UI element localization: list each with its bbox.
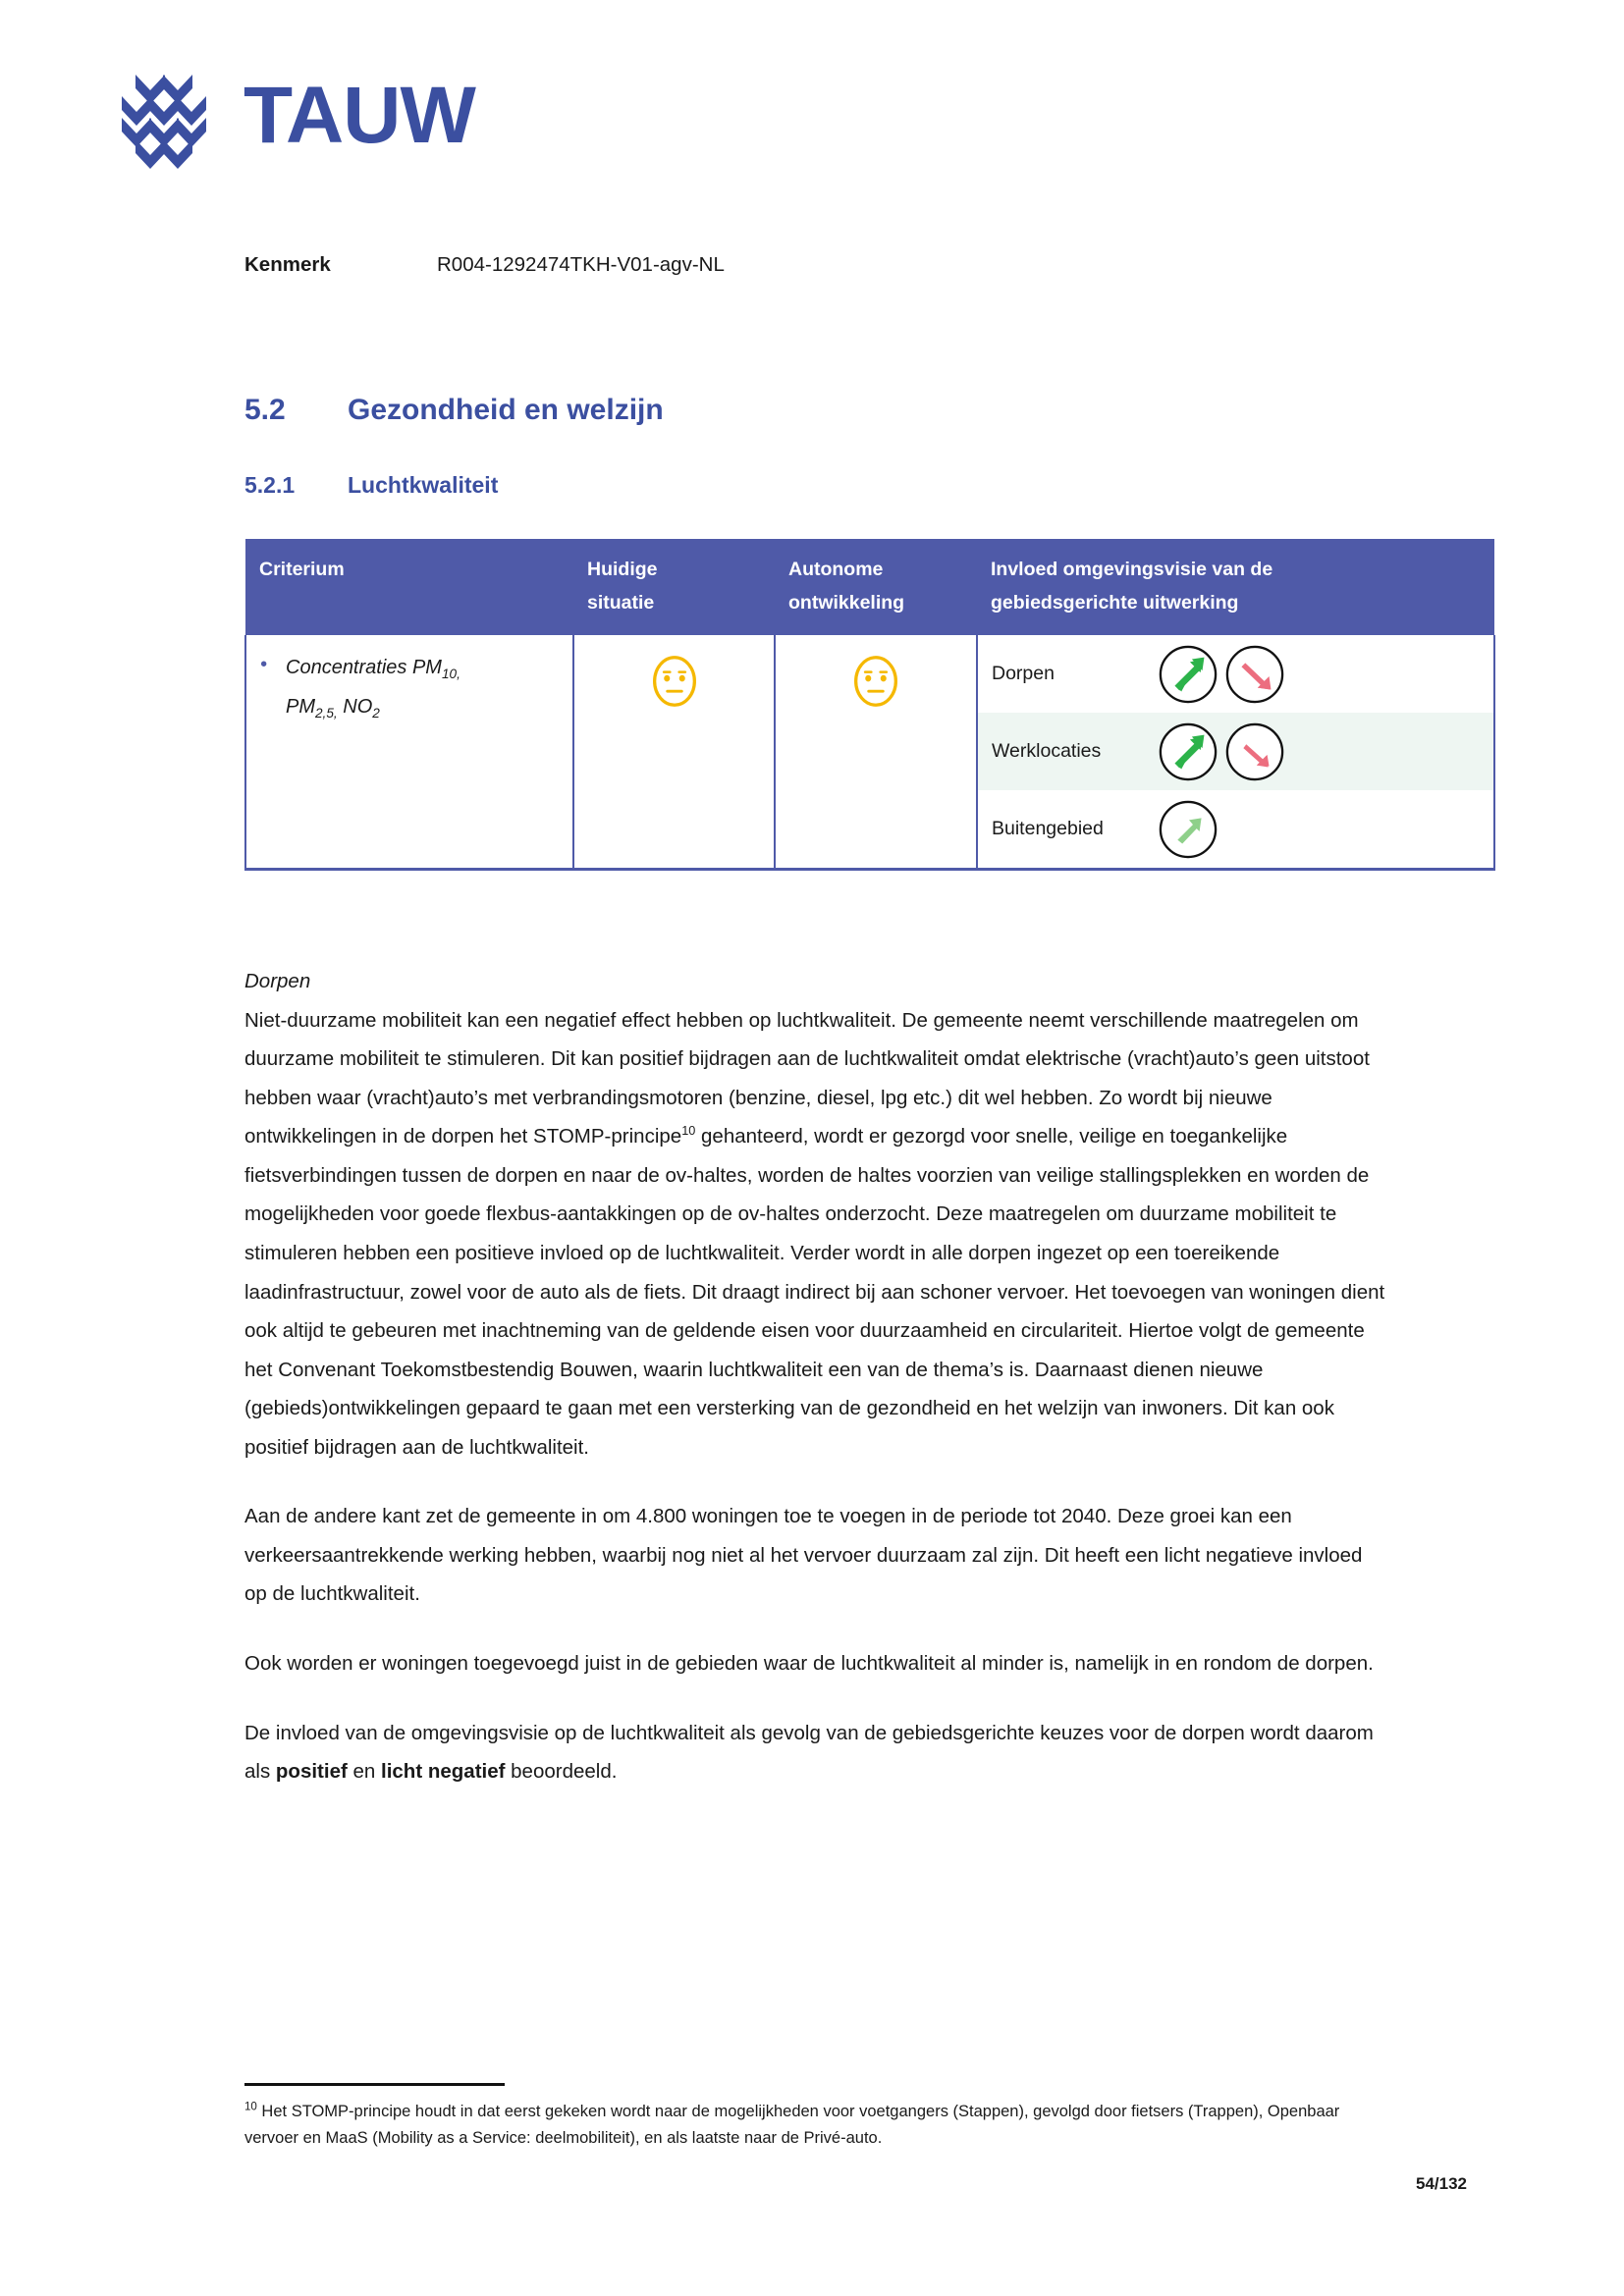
- paragraph-4-text-a: De invloed van de omgevingsvisie op de luchtkwaliteit als gevolg van de gebiedsgerichte keuzes voor de dorpen wordt daarom als: [244, 1721, 1374, 1784]
- subsection-heading: [244, 472, 498, 500]
- arrow-up-right-green-icon: [1158, 721, 1218, 782]
- column-header-huidige-situatie: [573, 539, 775, 635]
- paragraph-4-bold-positief: positief: [275, 1760, 348, 1784]
- column-header-invloed-omgevingsvisie: [977, 539, 1494, 635]
- column-header-criterium: [245, 539, 573, 635]
- table-row: [245, 635, 1494, 870]
- huidige-situatie-cell: [573, 635, 775, 870]
- footnote-marker: 10: [244, 2101, 257, 2113]
- kenmerk-value: R004-1292474TKH-V01-agv-NL: [437, 253, 725, 276]
- paragraph-3: Ook worden er woningen toegevoegd juist in de gebieden waar de luchtkwaliteit al minder is, namelijk in en rondom de dorpen.: [244, 1652, 1374, 1675]
- column-header-autonome-ontwikkeling: [775, 539, 977, 635]
- column-header-line1: Huidige: [587, 559, 658, 580]
- arrow-up-right-light-green-icon: [1158, 799, 1218, 860]
- section-number: 5.2: [244, 394, 286, 426]
- area-row-dorpen: [978, 635, 1493, 713]
- table-header-row: [245, 539, 1494, 635]
- tauw-chevron-lattice-logo-icon: [106, 67, 222, 170]
- footnote-text: Het STOMP-principe houdt in dat eerst gekeken wordt naar de mogelijkheden voor voetgangers (Stappen), gevolgd door fietsers (Trappen), Openbaar vervoer en MaaS (Mobility as a Service: deelmobiliteit), en als laatste naar de Privé-auto.: [244, 2103, 1340, 2147]
- paragraph-4-bold-licht-negatief: licht negatief: [381, 1760, 506, 1784]
- bullet-icon: •: [260, 654, 268, 676]
- paragraph-2: Aan de andere kant zet de gemeente in om 4.800 woningen toe te voegen in de periode tot 2040. Deze groei kan een verkeersaantrekkende werking hebben, waarbij nog niet al het vervoer duurzaam zal zijn. Dit heeft een licht negatieve invloed op de luchtkwaliteit.: [244, 1505, 1363, 1606]
- icon-row: [1154, 644, 1493, 705]
- column-header-line2: situatie: [587, 592, 655, 614]
- logo-wordmark: TAUW: [244, 70, 475, 160]
- area-icons-werklocaties: [1154, 713, 1493, 790]
- icon-row: [1154, 721, 1493, 782]
- paragraph-4: [244, 1714, 1388, 1791]
- paragraph-4-text-b: en: [347, 1760, 382, 1784]
- area-row-buitengebied: [978, 790, 1493, 868]
- neutral-face-icon: [845, 651, 906, 712]
- section-heading: [244, 393, 664, 428]
- column-header-line1: Autonome: [788, 559, 884, 580]
- criterion-text: [286, 649, 460, 726]
- area-row-werklocaties: [978, 713, 1493, 790]
- criterion-list-item: [260, 649, 563, 726]
- table-body: [245, 635, 1494, 870]
- kenmerk-label: Kenmerk: [244, 253, 331, 276]
- paragraph-subheading-dorpen: Dorpen: [244, 970, 311, 992]
- criterion-text-no: NO: [337, 695, 373, 718]
- subsection-number: 5.2.1: [244, 472, 296, 498]
- criterion-sub-2: 2: [372, 705, 380, 721]
- criterion-text-pm: Concentraties PM: [286, 657, 442, 679]
- column-header-line1: Invloed omgevingsvisie van de: [991, 559, 1273, 580]
- arrow-up-right-green-icon: [1158, 644, 1218, 705]
- criterion-sub-10: 10,: [441, 667, 460, 682]
- area-label-werklocaties: Werklocaties: [978, 713, 1154, 790]
- area-icons-dorpen: [1154, 635, 1493, 713]
- paragraph-1: [244, 1001, 1388, 1468]
- column-header-line1: Criterium: [259, 559, 345, 580]
- arrow-down-right-red-icon: [1224, 721, 1285, 782]
- footnote-reference-10: 10: [681, 1123, 696, 1139]
- paragraph-1-text-a: Niet-duurzame mobiliteit kan een negatief effect hebben op luchtkwaliteit. De gemeente neemt verschillende maatregelen om duurzame mobiliteit te stimuleren. Dit kan positief bijdragen aan de luchtkwaliteit omdat elektrische (vracht)auto’s geen uitstoot hebben waar (vracht)auto’s met verbrandingsmotoren (benzine, diesel, lpg etc.) dit wel hebben. Zo wordt bij nieuwe ontwikkelingen in de dorpen het STOMP-principe: [244, 1008, 1370, 1148]
- assessment-table-wrapper: [244, 539, 1383, 871]
- column-header-line2: ontwikkeling: [788, 592, 905, 614]
- footnote-separator: [244, 2083, 505, 2086]
- subsection-title: Luchtkwaliteit: [348, 472, 499, 498]
- kenmerk-line: [244, 253, 725, 278]
- area-icons-buitengebied: [1154, 790, 1493, 868]
- page-number: 54/132: [1416, 2174, 1467, 2193]
- paragraph-4-text-c: beoordeeld.: [505, 1760, 618, 1784]
- icon-row: [1154, 799, 1493, 860]
- paragraph-1-text-b: gehanteerd, wordt er gezorgd voor snelle, veilige en toegankelijke fietsverbindingen tussen de dorpen en naar de ov-haltes, worden de haltes voorzien van veilige stallingsplekken en worden de mogelijkheden voor goede flexbus-aantakkingen op de ov-haltes onderzocht. Deze maatregelen om duurzame mobiliteit te stimuleren hebben een positieve invloed op de luchtkwaliteit. Verder wordt in alle dorpen ingezet op een toereikende laadinfrastructuur, zowel voor de auto als de fiets. Dit draagt indirect bij aan schoner vervoer. Het toevoegen van woningen dient ook altijd te gebeuren met inachtneming van de geldende eisen voor duurzaamheid en circulariteit. Hiertoe volgt de gemeente het Convenant Toekomstbestendig Bouwen, waarin luchtkwaliteit een van de thema’s is. Daarnaast dienen nieuwe (gebieds)ontwikkelingen gepaard te gaan met een versterking van de gezondheid en het welzijn van inwoners. Dit kan ook positief bijdragen aan de luchtkwaliteit.: [244, 1125, 1385, 1459]
- area-subtable: [978, 635, 1493, 868]
- section-title: Gezondheid en welzijn: [348, 394, 664, 426]
- criterion-text-pm25: PM: [286, 695, 315, 718]
- criterion-cell: [245, 635, 573, 870]
- autonome-ontwikkeling-cell: [775, 635, 977, 870]
- footnote-10: [244, 2099, 1344, 2151]
- area-label-dorpen: Dorpen: [992, 663, 1055, 685]
- criterion-sub-25: 2,5,: [315, 705, 338, 721]
- neutral-face-icon: [644, 651, 705, 712]
- assessment-table: [244, 539, 1495, 871]
- column-header-line2: gebiedsgerichte uitwerking: [991, 592, 1239, 614]
- arrow-down-right-red-icon: [1224, 644, 1285, 705]
- area-label-buitengebied: Buitengebied: [992, 818, 1104, 840]
- table-header: [245, 539, 1494, 635]
- body-content: [244, 962, 1388, 1822]
- tauw-logo: [106, 67, 475, 170]
- invloed-omgevingsvisie-cell: [977, 635, 1494, 870]
